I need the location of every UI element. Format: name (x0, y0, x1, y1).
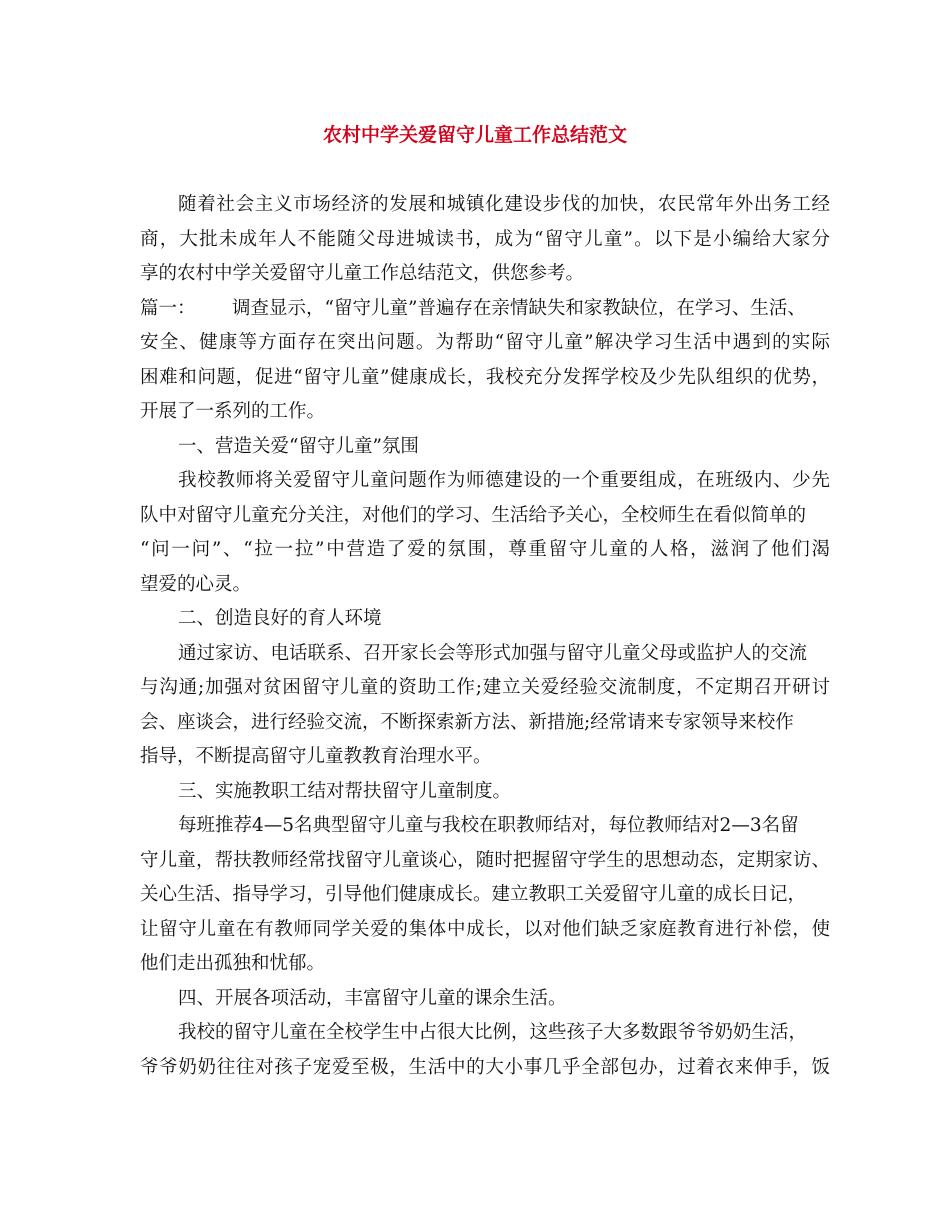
section-heading-1: 一、营造关爱“留守儿童”氛围 (178, 435, 419, 457)
section3-paragraph (140, 809, 830, 982)
document-title: 农村中学关爱留守儿童工作总结范文 (322, 124, 627, 146)
section4-paragraph (140, 1016, 830, 1085)
section-heading-2: 二、创造良好的育人环境 (178, 608, 382, 629)
text-line: 困难和问题，促进“留守儿童”健康成长，我校充分发挥学校及少先队组织的优势， (140, 366, 830, 388)
text-line: 会、座谈会，进行经验交流，不断探索新方法、新措施;经常请来专家领导来校作 (140, 711, 794, 733)
section1-paragraph (140, 464, 830, 602)
text-line: 他们走出孤独和忧郁。 (140, 953, 326, 974)
part-label: 篇一： (140, 297, 196, 319)
text-line: 与沟通;加强对贫困留守儿童的资助工作;建立关爱经验交流制度，不定期召开研讨 (140, 677, 830, 698)
part1-paragraph (140, 292, 830, 430)
section-heading-4: 四、开展各项活动，丰富留守儿童的课余生活。 (178, 987, 567, 1009)
text-line: 队中对留守儿童充分关注，对他们的学习、生活给予关心，全校师生在看似简单的 (140, 504, 807, 526)
text-line: “问一问”、“拉一拉”中营造了爱的氛围，尊重留守儿童的人格，滋润了他们渴 (140, 539, 830, 560)
text-line: 我校的留守儿童在全校学生中占很大比例，这些孩子大多数跟爷爷奶奶生活， (178, 1022, 808, 1043)
text-line: 望爱的心灵。 (140, 573, 252, 595)
text-span: 调查显示，“留守儿童”普遍存在亲情缺失和家教缺位，在学习、生活、 (232, 297, 806, 319)
text-line: 指导，不断提高留守儿童教教育治理水平。 (140, 746, 492, 767)
text-line: 随着社会主义市场经济的发展和城镇化建设步伐的加快，农民常年外出务工经 (178, 194, 830, 215)
text-line: 享的农村中学关爱留守儿童工作总结范文，供您参考。 (140, 263, 585, 284)
section-heading-3: 三、实施教职工结对帮扶留守儿童制度。 (178, 780, 512, 802)
text-line: 守儿童，帮扶教师经常找留守儿童谈心，随时把握留守学生的思想动态，定期家访、 (140, 849, 830, 871)
intro-paragraph (140, 188, 830, 292)
document-body (140, 188, 830, 1085)
text-line: 关心生活、指导学习，引导他们健康成长。建立教职工关爱留守儿童的成长日记， (140, 884, 807, 905)
text-line: 让留守儿童在有教师同学关爱的集体中成长，以对他们缺乏家庭教育进行补偿，使 (140, 918, 830, 940)
section2-paragraph (140, 637, 830, 775)
text-line (140, 292, 830, 327)
text-line: 通过家访、电话联系、召开家长会等形式加强与留守儿童父母或监护人的交流 (178, 642, 808, 664)
text-line: 开展了一系列的工作。 (140, 401, 326, 422)
text-line: 每班推荐4—5名典型留守儿童与我校在职教师结对，每位教师结对2—3名留 (178, 815, 799, 836)
text-line: 我校教师将关爱留守儿童问题作为师德建设的一个重要组成，在班级内、少先 (178, 470, 830, 491)
text-line: 安全、健康等方面存在突出问题。为帮助“留守儿童”解决学习生活中遇到的实际 (140, 332, 830, 353)
text-line: 爷爷奶奶往往对孩子宠爱至极，生活中的大小事几乎全部包办，过着衣来伸手，饭 (140, 1056, 830, 1078)
text-line: 商，大批未成年人不能随父母进城读书，成为“留守儿童”。以下是小编给大家分 (140, 228, 830, 250)
